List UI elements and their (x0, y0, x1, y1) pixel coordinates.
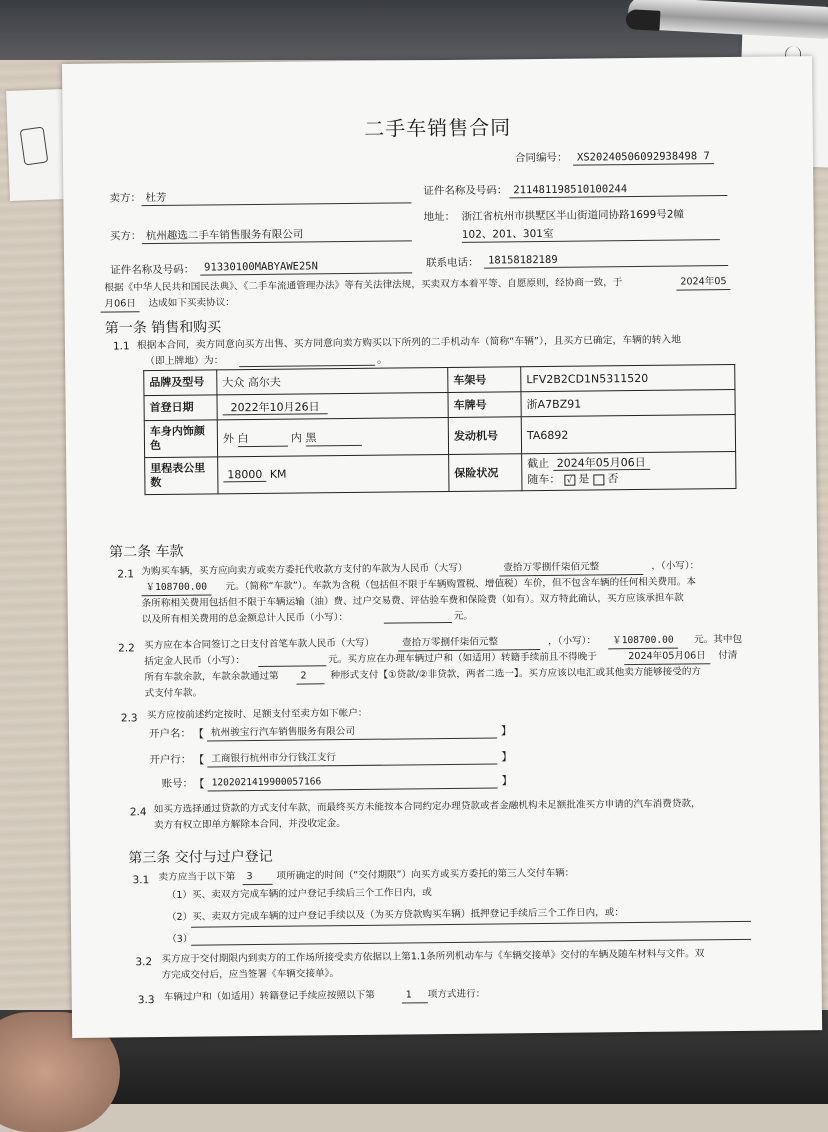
seller-id-label: 证件名称及号码： (423, 184, 508, 198)
clause-3-1-a: 卖方应当于以下第 (158, 871, 236, 884)
vin-value: LFV2B2CD1N5311520 (521, 364, 735, 391)
clause-2-2-f: 付清 (718, 649, 738, 662)
clause-3-1-option-3: （3） (167, 933, 193, 945)
preamble-date-1: 2024年05 (676, 275, 730, 291)
clause-2-3-no: 2.3 (120, 712, 138, 725)
plate-label: 车牌号 (448, 392, 521, 418)
clause-2-1-f: 元。 (453, 610, 474, 622)
phone-value: 18158182189 (484, 251, 728, 269)
account-no-bracket-open: 【 (193, 777, 205, 791)
section-3-title: 第三条 交付与过户登记 (128, 848, 273, 867)
clause-2-2-date: 2024年05月06日 (624, 649, 710, 665)
clause-1-1-text-b: （即上牌地）为： (145, 355, 224, 368)
clause-3-3-no: 3.3 (137, 994, 155, 1007)
seller-value: 杜芳 (141, 188, 411, 206)
account-bank-value: 工商银行杭州市分行钱江支行 (207, 749, 497, 767)
clause-2-1-total-blank (384, 622, 452, 624)
address-line-1: 浙江省杭州市拱墅区半山街道同协路1699号2幢 (461, 208, 685, 223)
seller-label: 卖方： (109, 192, 141, 205)
account-bank-bracket-open: 【 (193, 753, 205, 767)
mileage-value: 18000 (223, 468, 266, 482)
clause-2-2-c: 元。其中包 (694, 633, 743, 646)
color-cell (217, 417, 448, 456)
clause-2-2-i: 式支付车款。 (144, 687, 203, 700)
clause-2-2-h: 种形式支付【①贷款/②非贷款，两者二选一】。买方应该以电汇或其他卖方能够接受的方 (330, 666, 702, 682)
clause-3-1-b: 项所确定的时间（“交付期限”）向买方或买方委托的第三人交付车辆： (276, 867, 575, 882)
buyer-id-value: 91330100MABYAWE25N (200, 258, 412, 275)
color-label: 车身内饰颜色 (144, 420, 217, 458)
clause-3-3-b: 项方式进行： (427, 988, 486, 1001)
insurance-until-value: 2024年05月06日 (553, 456, 650, 471)
pen-tip (625, 9, 660, 31)
account-bank-bracket-close: 】 (501, 750, 513, 764)
engine-value: TA6892 (521, 414, 735, 453)
engine-label: 发动机号 (448, 417, 521, 455)
account-bank-label: 开户行： (149, 753, 192, 767)
account-name-value: 杭州骏宝行汽车销售服务有限公司 (207, 723, 497, 741)
clause-2-1-b: ，（小写）： (651, 560, 700, 572)
clause-3-3-a: 车辆过户和（如适用）转籍登记手续应按照以下第 (163, 989, 375, 1003)
clause-2-1-c: 元。（简称“车款”）。车款为含税（包括但不限于车辆购置税、增值税）车价，但不包含车辆的任何相关费用。本 (225, 576, 696, 593)
brand-value: 大众 高尔夫 (217, 367, 448, 394)
clause-3-1-option-2: （2）买、卖双方完成车辆的过户登记手续以及（为买方贷款购买车辆）抵押登记手续后三个工作日内，或： (166, 907, 624, 923)
contract-no-value: XS20240506092938498 7 (573, 149, 714, 165)
preamble-line-1: 根据《中华人民共和国民法典》、《二手车流通管理办法》等有关法律法规，买卖双方本着平等、自愿原则，经协商一致，于 (104, 277, 623, 294)
clause-3-1-item: 3 (242, 870, 272, 885)
clause-2-1-e: 以及所有相关费用的总金额总计人民币（小写）： (141, 612, 349, 626)
table-row (145, 451, 736, 494)
color-out-label: 外 (222, 431, 234, 445)
account-name-bracket-close: 】 (500, 724, 513, 738)
clause-2-4-no: 2.4 (129, 806, 147, 819)
account-name-bracket-open: 【 (192, 727, 205, 741)
clause-2-1-no: 2.1 (117, 568, 135, 581)
brand-label: 品牌及型号 (144, 370, 217, 396)
clause-3-3-item: 1 (402, 988, 428, 1003)
section-1-title: 第一条 销售和购买 (104, 319, 222, 337)
clause-2-4-b: 卖方有权立即单方解除本合同，并没收定金。 (153, 818, 346, 832)
preamble-line-2: 达成如下买卖协议： (148, 297, 235, 310)
vehicle-info-table (143, 364, 736, 495)
address-line-2: 102、201、301室 (461, 227, 554, 241)
insurance-label: 保险状况 (449, 454, 522, 492)
contract-no-label: 合同编号： (514, 151, 568, 165)
left-handwritten-mark (20, 127, 49, 166)
insurance-until-label: 截止 (527, 456, 550, 471)
insurance-cell (522, 451, 736, 490)
reg-date-cell (217, 392, 448, 419)
buyer-id-label: 证件名称及号码： (110, 263, 195, 277)
reg-date-label: 首登日期 (144, 395, 217, 421)
clause-1-1-no: 1.1 (112, 340, 130, 353)
mileage-unit: KM (269, 467, 287, 481)
clause-2-2-d: 括定金人民币（小写）： (144, 655, 246, 668)
mileage-label: 里程表公里数 (145, 457, 218, 495)
no-label: 否 (607, 472, 619, 486)
account-name-label: 开户名： (148, 727, 192, 741)
clause-2-2-way: 2 (296, 669, 324, 684)
clause-1-1-text-a: 根据本合同，卖方同意向买方出售、买方同意向卖方购买以下所列的二手机动车（简称“车辆”），且买方已确定，车辆的转入地 (136, 334, 682, 352)
clause-3-1-no: 3.1 (132, 874, 150, 887)
clause-3-1-option-3-line (191, 939, 751, 946)
address-label: 地址： (423, 210, 456, 224)
buyer-value: 杭州趣选二手车销售服务有限公司 (142, 226, 412, 244)
clause-3-2-b: 方完成交付后，应当签署《车辆交接单》。 (161, 968, 340, 982)
yes-label: 是 (578, 472, 590, 486)
clause-2-1-a: 为购买车辆，买方应向卖方或卖方委托代收款方支付的车款为人民币（大写） (141, 562, 468, 578)
clause-2-2-b: ，（小写）： (548, 635, 597, 647)
clause-1-1-plate-blank (239, 365, 375, 367)
color-in-value: 黑 (305, 428, 361, 446)
with-car-label: 随车： (527, 472, 561, 487)
color-in-label: 内 (290, 431, 302, 445)
clause-2-1-upper: 壹拾万零捌仟柒佰元整 (499, 560, 643, 577)
clause-1-1-text-c: 。 (377, 353, 388, 366)
reg-date-value: 2022年10月26日 (223, 400, 328, 415)
mileage-cell (218, 454, 449, 493)
clause-3-2-a: 买方应于交付期限内到卖方的工作场所接受卖方依据以上第1.1条所列机动车与《车辆交接单》交付的车辆及随车材料与文件。双 (161, 948, 705, 966)
section-2-title: 第二条 车款 (109, 543, 184, 561)
clause-2-2-upper: 壹拾万零捌仟柒佰元整 (398, 635, 540, 651)
plate-value: 浙A7BZ91 (521, 389, 735, 416)
clause-2-1-d: 条所称相关费用包括但不限于车辆运输（油）费、过户交易费、评估验车费和保险费（如有）。双方特此确认，买方应该承担车款 (141, 592, 684, 610)
color-out-value: 白 (237, 429, 287, 447)
clause-2-4-a: 如买方选择通过贷款的方式支付车款，而最终买方未能按本合同约定办理贷款或者金融机构未足额批准买方申请的汽车消费贷款， (153, 798, 701, 816)
clause-2-3-a: 买方应按前述约定按时、足额支付至卖方如下帐户： (146, 707, 368, 722)
phone-label: 联系电话： (426, 256, 479, 270)
clause-3-2-no: 3.2 (135, 956, 153, 969)
account-no-label: 账号： (161, 777, 194, 790)
seller-id-value: 211481198510100244 (509, 181, 727, 198)
clause-2-2-small: ￥108700.00 (608, 634, 678, 650)
clause-2-2-g: 所有车款余款，车款余款通过第 (144, 670, 279, 684)
account-no-bracket-close: 】 (501, 774, 513, 788)
clause-2-2-deposit-blank (258, 665, 326, 667)
contract-sheet (62, 56, 822, 1038)
table-row (144, 414, 735, 457)
vin-label: 车架号 (448, 367, 521, 393)
preamble-date-2: 月06日 (100, 297, 140, 312)
clause-2-2-e: 元。买方应在办理车辆过户和（如适用）转籍手续前且不得晚于 (328, 651, 597, 666)
buyer-label: 买方： (109, 230, 142, 243)
clause-3-1-option-1: （1）买、卖双方完成车辆的过户登记手续后三个工作日内，或 (166, 887, 432, 901)
clause-2-1-small: ￥108700.00 (141, 580, 211, 596)
account-no-value: 1202021419900057166 (207, 773, 497, 791)
no-checkbox[interactable] (593, 474, 604, 485)
yes-checkbox[interactable]: √ (564, 474, 575, 485)
clause-2-2-no: 2.2 (118, 642, 135, 655)
clause-2-2-a: 买方应在本合同签订之日支付首笔车款人民币（大写） (144, 637, 375, 652)
contract-title: 二手车销售合同 (364, 115, 512, 141)
